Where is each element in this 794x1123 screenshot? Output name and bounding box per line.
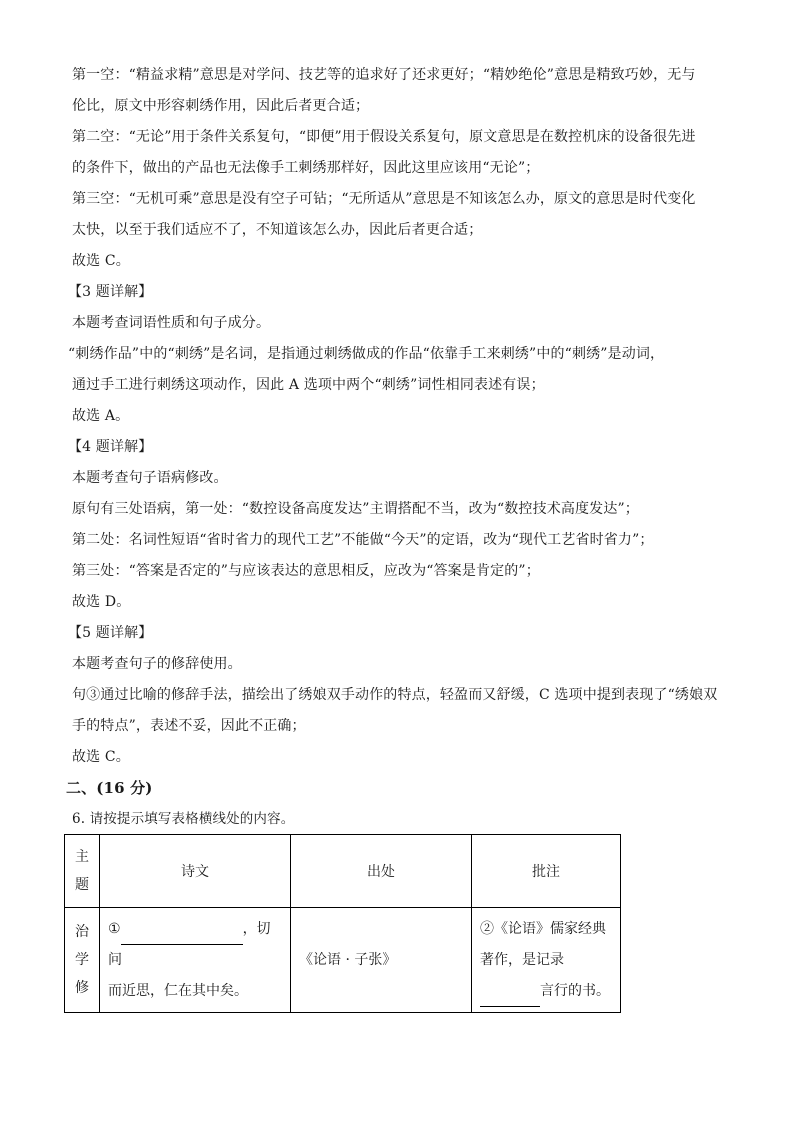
note-text: 著作，是记录	[480, 951, 564, 968]
table-header-row	[65, 835, 621, 908]
subheading: 【4 题详解】	[68, 439, 153, 455]
text-line: 太快，以至于我们适应不了，不知道该怎么办，因此后者更合适；	[72, 222, 483, 238]
text-line: 故选 D。	[72, 594, 131, 610]
table-row	[65, 908, 621, 1013]
text-line: 伦比，原文中形容刺绣作用，因此后者更合适；	[72, 98, 370, 114]
blank-number: ①	[108, 920, 121, 937]
fill-blank-1[interactable]	[121, 926, 243, 945]
text-line: 本题考查词语性质和句子成分。	[72, 315, 271, 331]
text-line: 原句有三处语病，第一处：“数控设备高度发达”主谓搭配不当，改为“数控技术高度发达”；	[72, 501, 639, 517]
cell-source	[291, 908, 472, 1013]
text-line: 第一空：“精益求精”意思是对学问、技艺等的追求好了还求更好；“精妙绝伦”意思是精致巧妙，无与	[72, 67, 696, 83]
text-line: 第二处：名词性短语“省时省力的现代工艺”不能做“今天”的定语，改为“现代工艺省时省力”；	[72, 532, 654, 548]
text-line: 句③通过比喻的修辞手法，描绘出了绣娘双手动作的特点，轻盈而又舒缓，C 选项中提到表现了“绣娘双	[72, 687, 718, 703]
topic-char: 学	[75, 952, 89, 968]
text-line: 第三空：“无机可乘”意思是没有空子可钻；“无所适从”意思是不知该怎么办，原文的意思是时代变化	[72, 191, 696, 207]
text-line: 故选 C。	[72, 749, 130, 765]
text-line: 故选 A。	[72, 408, 130, 424]
header-source: 出处	[291, 835, 472, 908]
text-line: 通过手工进行刺绣这项动作，因此 A 选项中两个“刺绣”词性相同表述有误；	[72, 377, 545, 393]
text-line: 手的特点”，表述不妥，因此不正确；	[72, 718, 306, 734]
text-line: 的条件下，做出的产品也无法像手工刺绣那样好，因此这里应该用“无论”；	[72, 160, 540, 176]
document-body	[66, 60, 726, 835]
subheading: 【3 题详解】	[68, 284, 153, 300]
answer-table	[64, 834, 621, 1013]
header-poem: 诗文	[100, 835, 291, 908]
topic-char: 修	[75, 980, 89, 996]
section-heading: 二、(16 分)	[66, 779, 153, 797]
text-line: 本题考查句子的修辞使用。	[72, 656, 242, 672]
text-line: 本题考查句子语病修改。	[72, 470, 228, 486]
question-prompt: 6. 请按提示填写表格横线处的内容。	[72, 811, 295, 827]
note-text: ②《论语》儒家经典	[480, 920, 606, 937]
poem-text: ，切问	[108, 920, 271, 968]
text-line: 第二空：“无论”用于条件关系复句，“即便”用于假设关系复句，原文意思是在数控机床的设备很先进	[72, 129, 696, 145]
text-line: 第三处：“答案是否定的”与应该表达的意思相反，应改为“答案是肯定的”；	[72, 563, 540, 579]
text-line: 故选 C。	[72, 253, 130, 269]
poem-text: 而近思，仁在其中矣。	[108, 982, 248, 999]
header-note: 批注	[472, 835, 621, 908]
cell-topic	[65, 908, 100, 1013]
text-line: “刺绣作品”中的“刺绣”是名词，是指通过刺绣做成的作品“依靠手工来刺绣”中的“刺绣”是动词，	[68, 346, 665, 362]
header-topic-char: 主	[75, 849, 89, 865]
cell-note	[472, 908, 621, 1013]
subheading: 【5 题详解】	[68, 625, 153, 641]
topic-char: 治	[75, 924, 89, 940]
source-text: 《论语 · 子张》	[299, 951, 397, 968]
note-text: 言行的书。	[540, 982, 610, 999]
fill-blank-2[interactable]	[480, 988, 540, 1007]
header-topic-char: 题	[75, 877, 89, 893]
header-topic	[65, 835, 100, 908]
cell-poem	[100, 908, 291, 1013]
